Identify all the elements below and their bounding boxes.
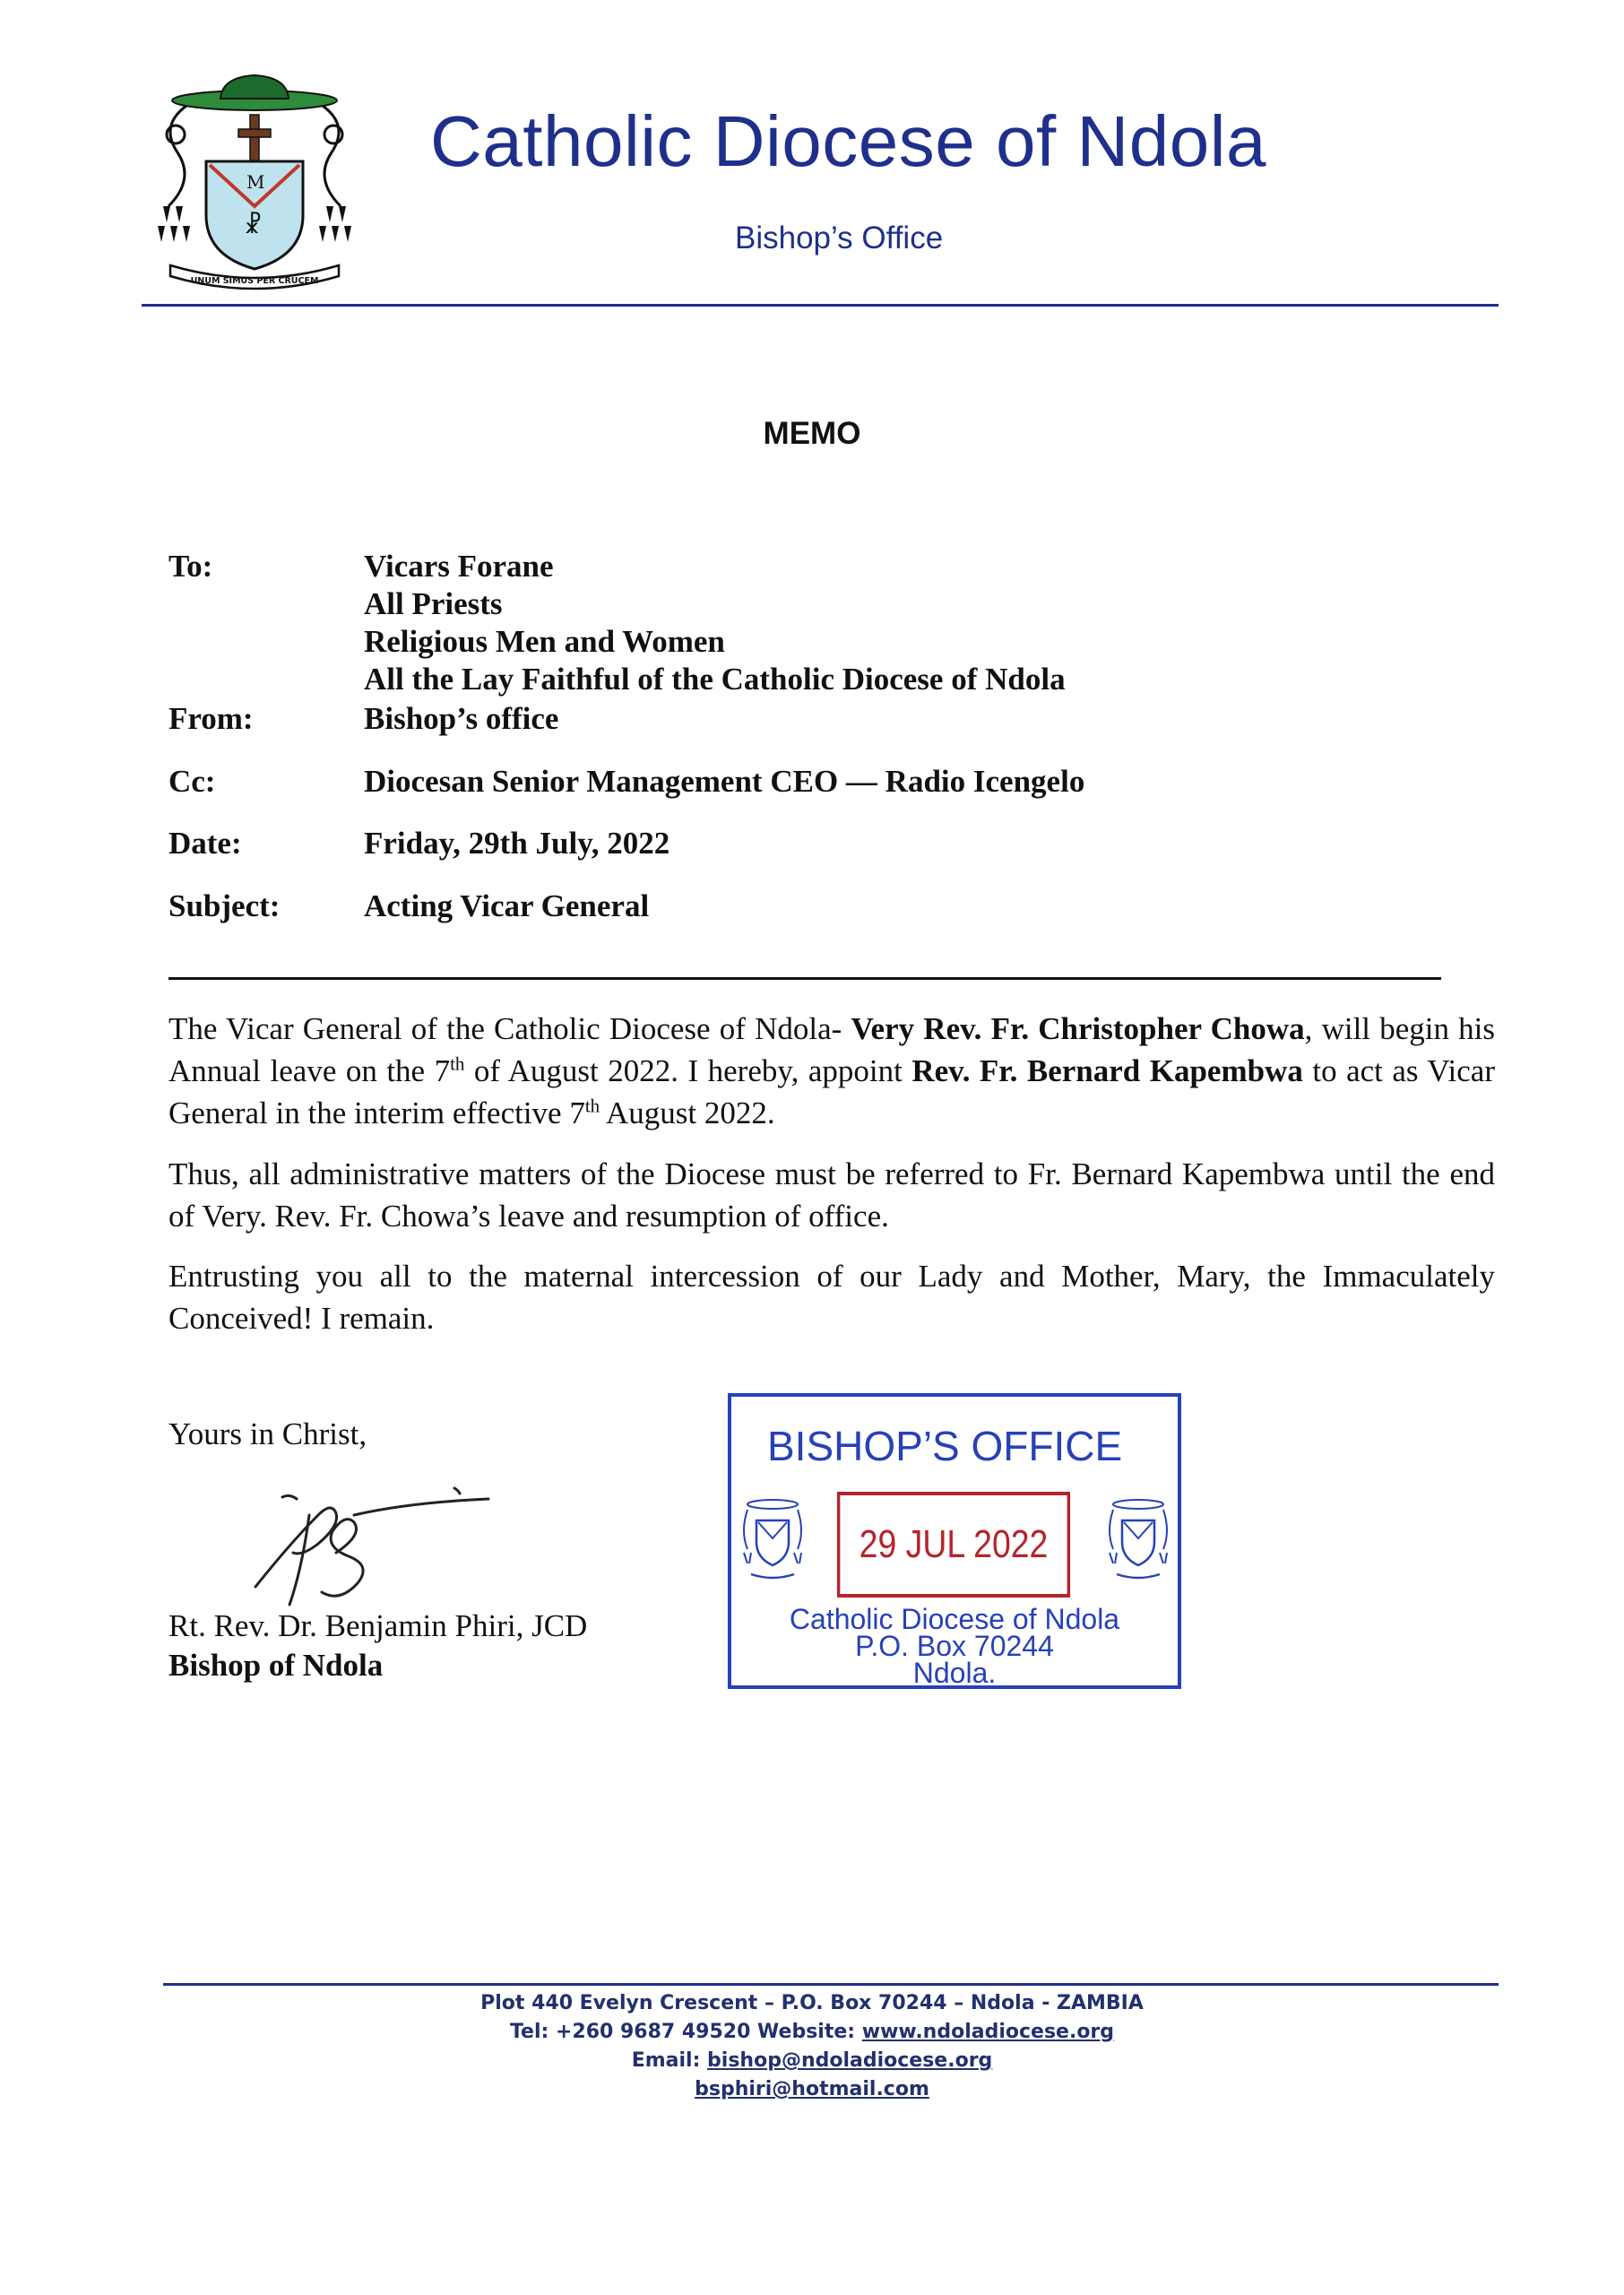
cc-label: Cc: [168,764,216,799]
body-paragraph-1: The Vicar General of the Catholic Diocese of Ndola- Very Rev. Fr. Christopher Chowa, will begin his Annual leave on the 7th of August 2022. I hereby, appoint Rev. Fr. Bernard Kapembwa to act as Vicar General in the interim effective 7th August 2022. [168,1011,1496,1130]
header-divider [142,304,1499,307]
email-link[interactable]: bishop@ndoladiocese.org [707,2049,993,2072]
subject-value: Acting Vicar General [364,888,650,923]
from-label: From: [168,701,254,736]
office-subtitle: Bishop’s Office [735,221,944,255]
to-recipient: Religious Men and Women [364,624,725,659]
svg-text:M: M [246,171,265,193]
stamp-line-3: Ndola. [912,1657,997,1689]
subject-label: Subject: [168,888,281,923]
body-paragraph-2: Thus, all administrative matters of the Diocese must be referred to Fr. Bernard Kapembwa until the end of Very. Rev. Fr. Chowa’s leave and resumption of office. [168,1156,1495,1234]
to-label: To: [168,549,213,584]
footer-email-alt [0,2078,1624,2100]
website-link[interactable]: www.ndoladiocese.org [861,2021,1115,2043]
date-value: Friday, 29th July, 2022 [364,826,670,861]
date-label: Date: [168,826,242,861]
footer-divider [163,1983,1499,1986]
to-recipient: All Priests [364,586,503,621]
organization-name: Catholic Diocese of Ndola [430,101,1266,181]
footer-address: Plot 440 Evelyn Crescent – P.O. Box 70244 – Ndola - ZAMBIA [480,1992,1144,2014]
footer-email: Email: bishop@ndoladiocese.org [631,2049,993,2072]
cc-value: Diocesan Senior Management CEO — Radio Icengelo [364,764,1085,799]
stamp-date: 29 JUL 2022 [837,1492,1070,1598]
memo-heading: MEMO [763,416,861,451]
signer-name: Rt. Rev. Dr. Benjamin Phiri, JCD [168,1608,588,1643]
to-recipient: Vicars Forane [364,549,554,584]
closing-salutation: Yours in Christ, [168,1416,367,1451]
footer-contact: Tel: +260 9687 49520 Website: www.ndoladiocese.org [509,2021,1115,2043]
to-recipient: All the Lay Faithful of the Catholic Diocese of Ndola [364,662,1066,697]
diocese-crest-logo [151,72,358,296]
svg-text:UNUM SIMUS PER CRUCEM: UNUM SIMUS PER CRUCEM [190,276,319,286]
email-link[interactable]: bsphiri@hotmail.com [695,2078,929,2100]
stamp-line-2: P.O. Box 70244 [855,1630,1054,1662]
handwritten-signature [246,1479,506,1614]
stamp-line-1: Catholic Diocese of Ndola [789,1603,1120,1635]
signer-title: Bishop of Ndola [168,1648,384,1683]
stamp-crest-icon [737,1495,808,1585]
body-paragraph-3: Entrusting you all to the maternal intercession of our Lady and Mother, Mary, the Immaculately Conceived! I remain. [168,1259,1495,1336]
stamp-crest-icon [1102,1495,1174,1585]
fields-divider [168,977,1441,980]
stamp-title: BISHOP’S OFFICE [767,1423,1123,1469]
from-value: Bishop’s office [364,701,559,736]
office-stamp [728,1393,1181,1689]
svg-text:☧: ☧ [244,212,263,239]
